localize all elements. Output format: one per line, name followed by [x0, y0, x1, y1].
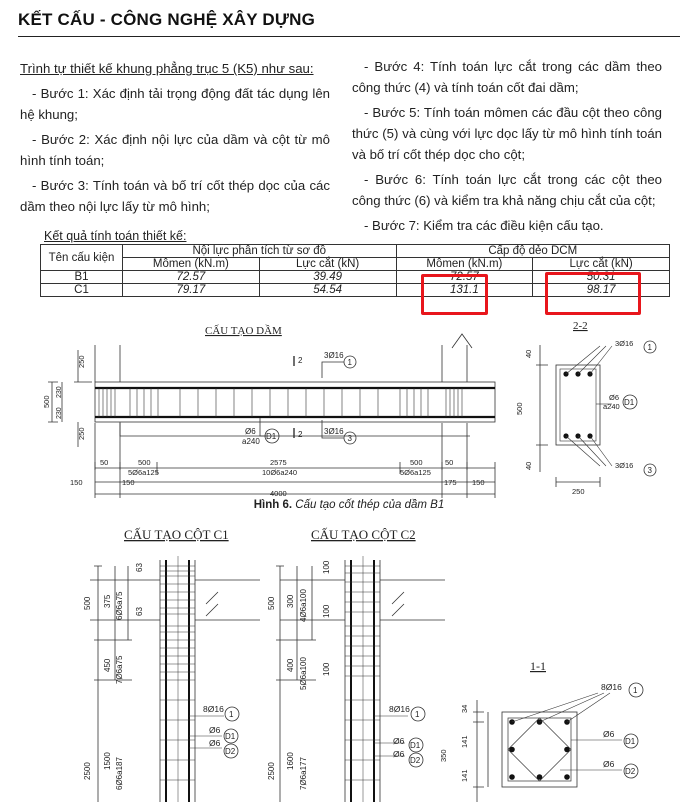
section-bot-leaders — [566, 436, 612, 466]
dim-500-left-zone: 500 — [138, 458, 151, 467]
c1-callout-d2-text: D2 — [225, 747, 236, 756]
dim-230-top: 230 — [56, 386, 63, 398]
section-2-2-bars — [563, 371, 592, 438]
c2-callout-d2-text: D2 — [410, 756, 421, 765]
c2-dim-100-bot: 100 — [322, 604, 331, 618]
c1-dim-2500: 2500 — [83, 762, 92, 780]
section-dim-500: 500 — [515, 402, 524, 415]
section-1-1-dim-141-bot: 141 — [460, 769, 469, 782]
column-c2-elevation — [267, 527, 445, 802]
c1-zone3: 6Ø6a187 — [115, 757, 124, 790]
section-dim-250: 250 — [572, 487, 585, 496]
step-3: - Bước 3: Tính toán và bố trí cốt thép dọc của các dầm theo nội lực lấy từ mô hình; — [20, 178, 330, 214]
bot-bar-label: 3Ø16 — [324, 427, 344, 436]
cell-value: 54.54 — [259, 284, 396, 297]
cell-value: 72.57 — [396, 271, 533, 284]
c2-dim-100-mid: 100 — [322, 662, 331, 676]
section-dim-40-top: 40 — [524, 349, 533, 358]
journal-section-title: KẾT CẤU - CÔNG NGHỆ XÂY DỰNG — [18, 10, 316, 29]
column-c1-elevation — [83, 527, 260, 802]
c2-break-mark — [392, 592, 404, 616]
step-2: - Bước 2: Xác định nội lực của dầm và cột từ mô hình tính toán; — [20, 132, 330, 168]
intro-line: Trình tự thiết kế khung phẳng trục 5 (K5) như sau: — [20, 61, 314, 76]
step-5: - Bước 5: Tính toán mômen các đầu cột theo công thức (5) và cùng với lực dọc lấy từ mô hình tính toán và bố trí cốt thép dọc cho cột; — [352, 105, 662, 162]
step-7: - Bước 7: Kiểm tra các điều kiện cấu tạo. — [364, 218, 604, 233]
cell-value: 39.49 — [259, 271, 396, 284]
c2-zone3: 7Ø6a177 — [299, 757, 308, 790]
cell-value: 131.1 — [396, 284, 533, 297]
zone-mid-label: 10Ø6a240 — [262, 468, 298, 477]
dim-150-left: 150 — [70, 478, 83, 487]
section-2-2-outline — [556, 365, 600, 445]
slab-line — [120, 422, 470, 436]
beam-drawing-title: CẤU TẠO DẦM — [205, 325, 282, 337]
c1-zone2: 7Ø6a75 — [115, 655, 124, 684]
stirrup-spacing-label: a240 — [242, 437, 260, 446]
section-mark-top: 2 — [298, 356, 303, 365]
cell-value: 50.31 — [533, 271, 670, 284]
zone-right-label: 5Ø6a125 — [400, 468, 431, 477]
c2-bar-label: 8Ø16 — [389, 704, 410, 714]
section-1-1-dim-34: 34 — [460, 704, 469, 713]
section-2-2-title: 2-2 — [573, 320, 588, 332]
th-group-analysis: Nội lực phân tích từ sơ đồ — [123, 245, 397, 258]
section-dim-40-bot: 40 — [524, 461, 533, 470]
column-c1-title: CẤU TẠO CỘT C1 — [124, 527, 229, 542]
c1-callout-d1-text: D1 — [225, 732, 236, 741]
section-1-1-callout-d2-text: D2 — [625, 767, 636, 776]
section-1-1-bars — [509, 719, 570, 780]
column-c2-title: CẤU TẠO CỘT C2 — [311, 527, 416, 542]
section-1-1-stirrup-outer — [508, 718, 571, 781]
step-4: - Bước 4: Tính toán lực cắt trong các dầm theo công thức (4) và tính toán cốt đai dầm; — [352, 59, 662, 95]
top-bar-label: 3Ø16 — [324, 351, 344, 360]
c2-dim-2500: 2500 — [267, 762, 276, 780]
dim-2575: 2575 — [270, 458, 287, 467]
dim-500-right-zone: 500 — [410, 458, 423, 467]
beam-section-2-2 — [515, 320, 656, 496]
c2-dim-400: 400 — [286, 658, 295, 672]
cell-member: B1 — [41, 271, 123, 284]
section-2-2-stirrup — [560, 369, 596, 441]
section-callout-d1-text: D1 — [624, 398, 635, 407]
section-width-dim — [556, 477, 600, 487]
c2-callout-1-text: 1 — [415, 710, 420, 719]
c2-dim-500: 500 — [267, 596, 276, 610]
th-group-dcm: Cấp độ dẻo DCM — [396, 245, 670, 258]
section-1-1-dim-141-top: 141 — [460, 735, 469, 748]
section-stirrup-label: Ø6 — [609, 393, 620, 402]
zone-left-label: 5Ø6a125 — [128, 468, 159, 477]
c1-stirrup-label-2: Ø6 — [209, 738, 221, 748]
section-1-1-dim-350: 350 — [439, 749, 448, 762]
dim-50-right: 50 — [445, 458, 454, 467]
section-stirrup-spacing: a240 — [603, 402, 620, 411]
cell-value: 79.17 — [123, 284, 260, 297]
th-member: Tên cấu kiện — [41, 245, 123, 271]
section-1-1-stirrup-label-1: Ø6 — [603, 729, 615, 739]
c2-dim-300: 300 — [286, 594, 295, 608]
th-shear-1: Lực cắt (kN) — [259, 258, 396, 271]
section-1-1-dims — [473, 700, 488, 802]
dim-150-left2: 150 — [122, 478, 135, 487]
c2-dim-1600: 1600 — [286, 752, 295, 770]
top-bar-leader — [322, 362, 344, 378]
c2-stirrup-label-1: Ø6 — [393, 736, 405, 746]
c1-dim-450: 450 — [103, 658, 112, 672]
section-1-1-bar-label: 8Ø16 — [601, 682, 622, 692]
callout-d1-text: D1 — [266, 432, 277, 441]
section-mark-bottom: 2 — [298, 430, 303, 439]
beam-stirrups — [99, 388, 462, 417]
section-callout-1-text: 1 — [647, 343, 652, 352]
c2-stirrup-label-2: Ø6 — [393, 749, 405, 759]
dim-150-right: 150 — [472, 478, 485, 487]
th-shear-2: Lực cắt (kN) — [533, 258, 670, 271]
c1-dim-1500: 1500 — [103, 752, 112, 770]
section-top-leaders — [566, 346, 612, 374]
section-callout-3-text: 3 — [647, 466, 652, 475]
dim-250: 250 — [77, 355, 86, 368]
callout-1-text: 1 — [347, 358, 352, 367]
beam-elevation — [42, 324, 495, 498]
dim-230-bot: 230 — [56, 407, 63, 419]
section-top-bar-label: 3Ø16 — [615, 339, 634, 348]
section-1-1-callout-d1-text: D1 — [625, 737, 636, 746]
section-bot-bar-label: 3Ø16 — [615, 461, 634, 470]
figure-caption-label: Hình 6. — [253, 499, 293, 511]
dim-250-lower: 250 — [77, 427, 86, 440]
c1-callout-1-text: 1 — [229, 710, 234, 719]
c1-main-bars — [166, 560, 189, 802]
c2-callout-d1-text: D1 — [410, 741, 421, 750]
step-6: - Bước 6: Tính toán lực cắt trong các cột theo công thức (6) và kiểm tra khả năng chịu cắt của cột; — [352, 172, 662, 208]
figure-caption-text: Cấu tạo cốt thép của dầm B1 — [295, 499, 445, 511]
section-1-1-stirrup-diamond — [508, 718, 571, 781]
column-section-1-1 — [439, 659, 643, 802]
dim-50-left: 50 — [100, 458, 109, 467]
section-1-1-callout-1-text: 1 — [633, 686, 638, 695]
break-mark — [452, 334, 472, 348]
stirrup-label: Ø6 — [245, 427, 256, 436]
th-moment-1: Mômen (kN.m) — [123, 258, 260, 271]
th-moment-2: Mômen (kN.m) — [396, 258, 533, 271]
c1-zone1: 6Ø6a75 — [115, 591, 124, 620]
c1-dim-63-top: 63 — [135, 563, 144, 572]
dim-500: 500 — [42, 395, 51, 408]
cell-member: C1 — [41, 284, 123, 297]
figure-caption — [0, 499, 698, 511]
dim-175: 175 — [444, 478, 457, 487]
cell-value: 98.17 — [533, 284, 670, 297]
section-1-1-title: 1-1 — [530, 659, 546, 673]
c2-main-bars — [351, 560, 374, 802]
c1-stirrup-label-1: Ø6 — [209, 725, 221, 735]
c1-dims — [94, 566, 132, 802]
c1-dim-500: 500 — [83, 596, 92, 610]
beam-main-bars — [95, 388, 495, 417]
c1-bar-label: 8Ø16 — [203, 704, 224, 714]
c1-dim-63-bot: 63 — [135, 607, 144, 616]
dim-4000: 4000 — [270, 489, 287, 498]
step-1: - Bước 1: Xác định tải trọng động đất tác dụng lên hệ khung; — [20, 86, 330, 122]
c2-zone2: 5Ø6a100 — [299, 657, 308, 690]
c1-break-mark — [206, 592, 218, 616]
cell-value: 72.57 — [123, 271, 260, 284]
result-label: Kết quả tính toán thiết kế: — [44, 229, 187, 243]
section-vertical-dims — [536, 345, 548, 472]
c2-dim-100-top: 100 — [322, 560, 331, 574]
callout-3-text: 3 — [347, 434, 352, 443]
c2-dims — [276, 566, 316, 802]
section-1-1-stirrup-label-2: Ø6 — [603, 759, 615, 769]
c1-dim-375: 375 — [103, 594, 112, 608]
c2-zone1: 4Ø6a100 — [299, 589, 308, 622]
